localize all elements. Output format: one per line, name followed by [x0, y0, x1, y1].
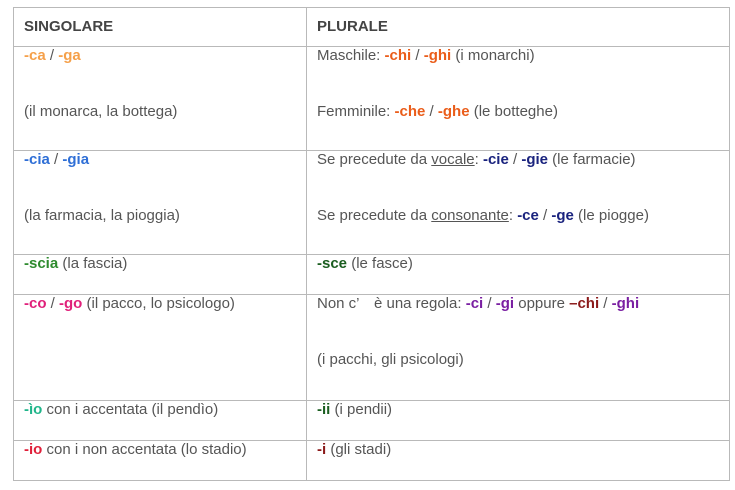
separator: / — [508, 151, 522, 168]
table-row — [14, 295, 730, 401]
example: (i pacchi, gli psicologi) — [317, 351, 464, 368]
header-plurale: PLURALE — [307, 8, 730, 47]
separator: / — [483, 295, 496, 312]
singular-cell — [14, 255, 307, 295]
example: (le botteghe) — [469, 103, 558, 120]
example: (la farmacia, la pioggia) — [24, 207, 180, 224]
header-singolare: SINGOLARE — [14, 8, 307, 47]
plural-cell — [307, 401, 730, 441]
ending: -io — [24, 441, 43, 458]
underlined-word: consonante — [431, 207, 509, 224]
ending: -i — [317, 441, 327, 458]
header-row — [14, 8, 730, 47]
ending: -gi — [495, 295, 515, 312]
example: (il monarca, la bottega) — [24, 103, 178, 120]
ending: -scia — [24, 255, 59, 272]
example: (le fasce) — [347, 255, 413, 272]
example: con i non accentata (lo stadio) — [42, 441, 247, 458]
ending: -ce — [517, 207, 539, 224]
label: Se precedute da — [317, 207, 432, 224]
ending: -ìo — [24, 401, 43, 418]
plural-cell — [307, 47, 730, 151]
ending: -ghi — [423, 47, 452, 64]
example: con i accentata (il pendìo) — [42, 401, 219, 418]
ending: -go — [59, 295, 83, 312]
colon: : — [474, 151, 483, 168]
ending: -che — [394, 103, 426, 120]
label: Femminile: — [317, 103, 395, 120]
ending-line — [317, 441, 719, 459]
table-row — [14, 401, 730, 441]
plural-rules-table — [13, 7, 730, 481]
separator: / — [45, 47, 59, 64]
ending: -ge — [551, 207, 574, 224]
feminine-line — [317, 103, 719, 121]
ending: -ghe — [437, 103, 470, 120]
rule-line — [317, 295, 719, 313]
example: (le piogge) — [573, 207, 649, 224]
label: Maschile: — [317, 47, 385, 64]
ending-line — [24, 255, 296, 273]
singular-cell — [14, 47, 307, 151]
ending: -chi — [384, 47, 412, 64]
example: (i monarchi) — [451, 47, 535, 64]
ending: -cie — [482, 151, 509, 168]
ending: -co — [24, 295, 47, 312]
ending: -ghi — [611, 295, 640, 312]
ending: -sce — [317, 255, 348, 272]
ending: -cia — [24, 151, 50, 168]
consonant-line — [317, 207, 719, 225]
ending: -gie — [521, 151, 549, 168]
ending: -ci — [465, 295, 484, 312]
table-row — [14, 151, 730, 255]
example: (il pacco, lo psicologo) — [82, 295, 235, 312]
label: Se precedute da — [317, 151, 432, 168]
singular-cell — [14, 295, 307, 401]
separator: / — [46, 295, 60, 312]
ending: -ii — [317, 401, 331, 418]
ending-line — [317, 255, 719, 273]
singular-cell — [14, 151, 307, 255]
label: Non c’ è una regola: — [317, 295, 466, 312]
separator: / — [425, 103, 438, 120]
table-row — [14, 47, 730, 151]
vowel-line — [317, 151, 719, 169]
masculine-line — [317, 47, 719, 65]
ending-line — [24, 47, 296, 65]
separator: / — [599, 295, 612, 312]
plural-cell — [307, 441, 730, 481]
ending: -gia — [62, 151, 90, 168]
colon: : — [508, 207, 518, 224]
example: (le farmacie) — [548, 151, 636, 168]
singular-cell — [14, 401, 307, 441]
ending-line — [24, 441, 296, 459]
ending-line — [24, 151, 296, 169]
ending: -ga — [58, 47, 81, 64]
ending-line — [24, 295, 296, 313]
separator: / — [49, 151, 63, 168]
example: (gli stadi) — [326, 441, 392, 458]
example: (i pendii) — [330, 401, 393, 418]
underlined-word: vocale — [431, 151, 475, 168]
ending-line — [24, 401, 296, 419]
plural-cell — [307, 295, 730, 401]
separator: / — [538, 207, 552, 224]
example: (la fascia) — [58, 255, 128, 272]
singular-cell — [14, 441, 307, 481]
ending-line — [317, 401, 719, 419]
ending: –chi — [569, 295, 600, 312]
table-row — [14, 441, 730, 481]
ending: -ca — [24, 47, 46, 64]
conjunction: oppure — [514, 295, 570, 312]
plural-cell — [307, 255, 730, 295]
table-row — [14, 255, 730, 295]
plural-cell — [307, 151, 730, 255]
separator: / — [411, 47, 424, 64]
